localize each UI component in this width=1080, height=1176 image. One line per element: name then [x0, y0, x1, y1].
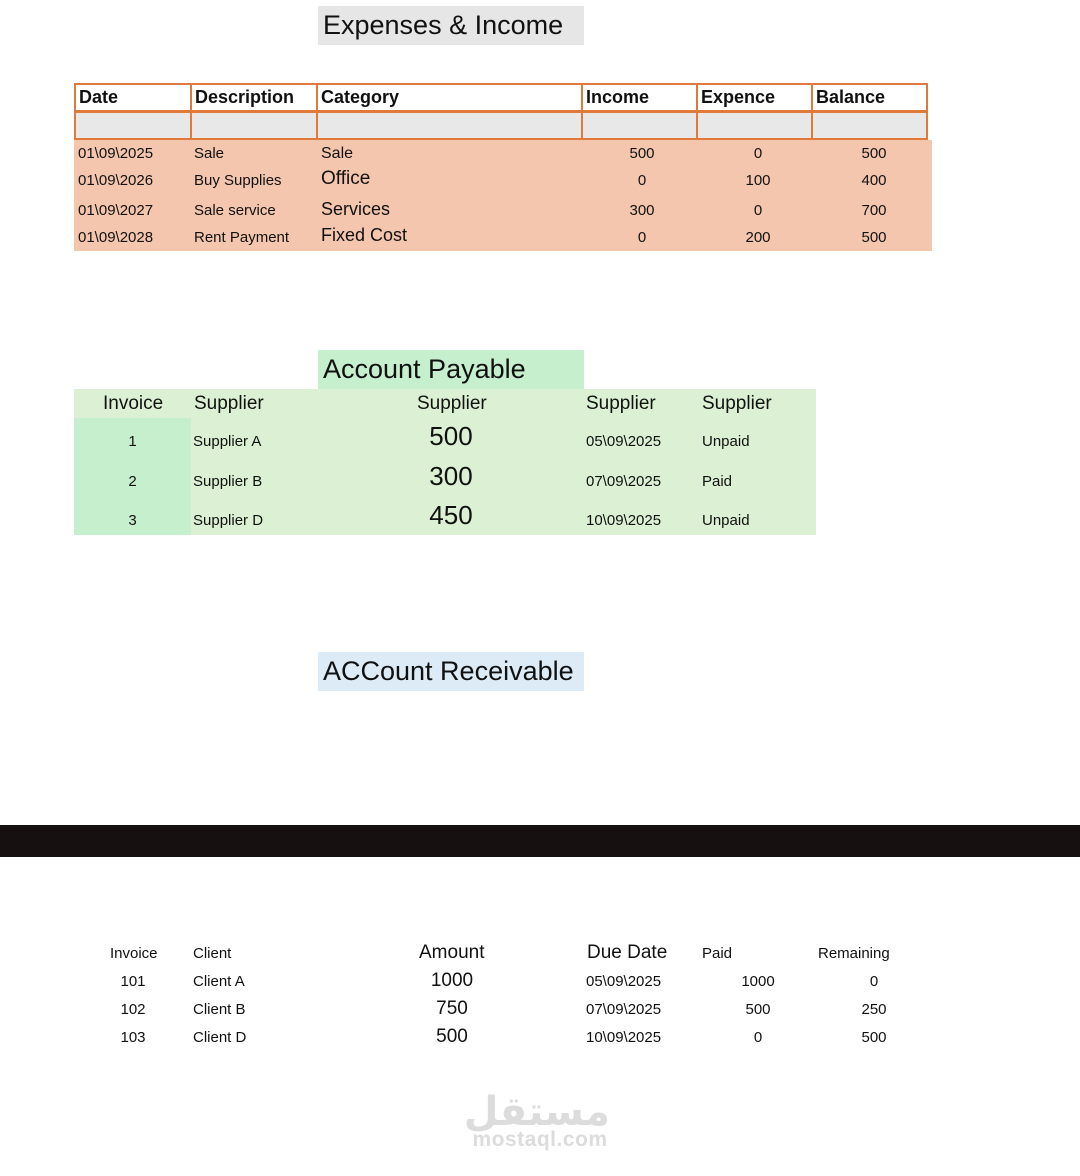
header-supplier-status[interactable]: Supplier	[702, 393, 772, 414]
header-client[interactable]: Client	[193, 945, 232, 962]
cell-income: 0	[637, 229, 647, 246]
watermark-url: mostaql.com	[472, 1128, 608, 1151]
cell-due-date: 10\09\2025	[586, 1029, 662, 1046]
cell-category: Services	[321, 199, 391, 219]
cell-date: 07\09\2025	[586, 473, 662, 490]
cell-amount: 450	[429, 500, 473, 530]
watermark-logo: مستقل	[463, 1090, 610, 1134]
expenses-header-row	[74, 83, 932, 112]
cell-category: Sale	[321, 145, 354, 162]
header-expense[interactable]: Expence	[696, 83, 813, 112]
cell-description: Sale	[194, 145, 225, 162]
cell-remaining: 0	[869, 973, 879, 990]
cell-invoice: 102	[120, 1001, 146, 1018]
cell-amount: 1000	[430, 970, 474, 991]
cell-description: Buy Supplies	[194, 172, 282, 189]
cell-date: 05\09\2025	[586, 433, 662, 450]
cell-supplier: Supplier D	[193, 512, 264, 529]
cell-paid: 0	[753, 1029, 763, 1046]
table-row[interactable]	[74, 140, 932, 167]
cell-status: Unpaid	[702, 433, 750, 450]
header-balance[interactable]: Balance	[811, 83, 928, 112]
cell-remaining: 250	[861, 1001, 887, 1018]
cell-category: Fixed Cost	[321, 225, 408, 245]
cell-expense: 200	[745, 229, 771, 246]
cell-due-date: 07\09\2025	[586, 1001, 662, 1018]
header-supplier[interactable]: Supplier	[194, 393, 264, 414]
cell-invoice: 1	[128, 433, 137, 450]
cell-date: 01\09\2027	[78, 202, 154, 219]
cell-status: Unpaid	[702, 512, 750, 529]
header-date[interactable]: Date	[74, 83, 192, 112]
cell-invoice: 3	[128, 512, 137, 529]
table-row[interactable]	[74, 224, 932, 251]
cell-invoice: 101	[120, 973, 146, 990]
cell-amount: 500	[429, 421, 473, 451]
table-row[interactable]	[74, 197, 932, 224]
cell-client: Client D	[193, 1029, 247, 1046]
cell-expense: 0	[753, 145, 763, 162]
cell-supplier: Supplier B	[193, 473, 263, 490]
cell-income: 500	[629, 145, 655, 162]
divider-bar	[0, 825, 1080, 857]
empty-cell[interactable]	[696, 111, 813, 140]
payable-title: Account Payable	[318, 350, 584, 389]
cell-expense: 0	[753, 202, 763, 219]
header-paid[interactable]: Paid	[702, 945, 733, 962]
cell-amount: 500	[436, 1026, 468, 1047]
cell-date: 01\09\2025	[78, 145, 154, 162]
expenses-table-body	[74, 140, 932, 251]
header-supplier-date[interactable]: Supplier	[586, 393, 656, 414]
cell-income: 300	[629, 202, 655, 219]
cell-invoice: 103	[120, 1029, 146, 1046]
cell-category: Office	[321, 168, 371, 189]
empty-cell[interactable]	[316, 111, 583, 140]
cell-supplier: Supplier A	[193, 433, 262, 450]
empty-cell[interactable]	[811, 111, 928, 140]
cell-date: 01\09\2026	[78, 172, 154, 189]
cell-description: Sale service	[194, 202, 276, 219]
cell-paid: 1000	[741, 973, 775, 990]
expenses-title: Expenses & Income	[318, 6, 584, 45]
expenses-empty-row	[74, 111, 932, 140]
cell-amount: 750	[436, 998, 468, 1019]
header-invoice[interactable]: Invoice	[103, 393, 164, 414]
header-remaining[interactable]: Remaining	[818, 945, 890, 962]
cell-expense: 100	[745, 172, 771, 189]
receivable-title: ACCount Receivable	[318, 652, 584, 691]
cell-date: 10\09\2025	[586, 512, 662, 529]
cell-income: 0	[637, 172, 647, 189]
header-due-date[interactable]: Due Date	[587, 942, 668, 963]
cell-status: Paid	[702, 473, 733, 490]
header-amount[interactable]: Amount	[419, 942, 485, 963]
header-income[interactable]: Income	[581, 83, 698, 112]
empty-cell[interactable]	[74, 111, 192, 140]
header-category[interactable]: Category	[316, 83, 583, 112]
cell-balance: 500	[861, 229, 887, 246]
payable-table	[74, 389, 816, 535]
empty-cell[interactable]	[190, 111, 318, 140]
cell-client: Client B	[193, 1001, 246, 1018]
cell-balance: 400	[861, 172, 887, 189]
cell-client: Client A	[193, 973, 245, 990]
cell-due-date: 05\09\2025	[586, 973, 662, 990]
cell-balance: 500	[861, 145, 887, 162]
cell-invoice: 2	[128, 473, 137, 490]
cell-remaining: 500	[861, 1029, 887, 1046]
empty-cell[interactable]	[581, 111, 698, 140]
table-row[interactable]	[74, 167, 932, 194]
header-supplier-amount[interactable]: Supplier	[417, 393, 487, 414]
cell-date: 01\09\2028	[78, 229, 154, 246]
header-invoice[interactable]: Invoice	[110, 945, 158, 962]
cell-paid: 500	[745, 1001, 771, 1018]
header-description[interactable]: Description	[190, 83, 318, 112]
cell-amount: 300	[429, 461, 473, 491]
cell-balance: 700	[861, 202, 887, 219]
cell-description: Rent Payment	[194, 229, 290, 246]
